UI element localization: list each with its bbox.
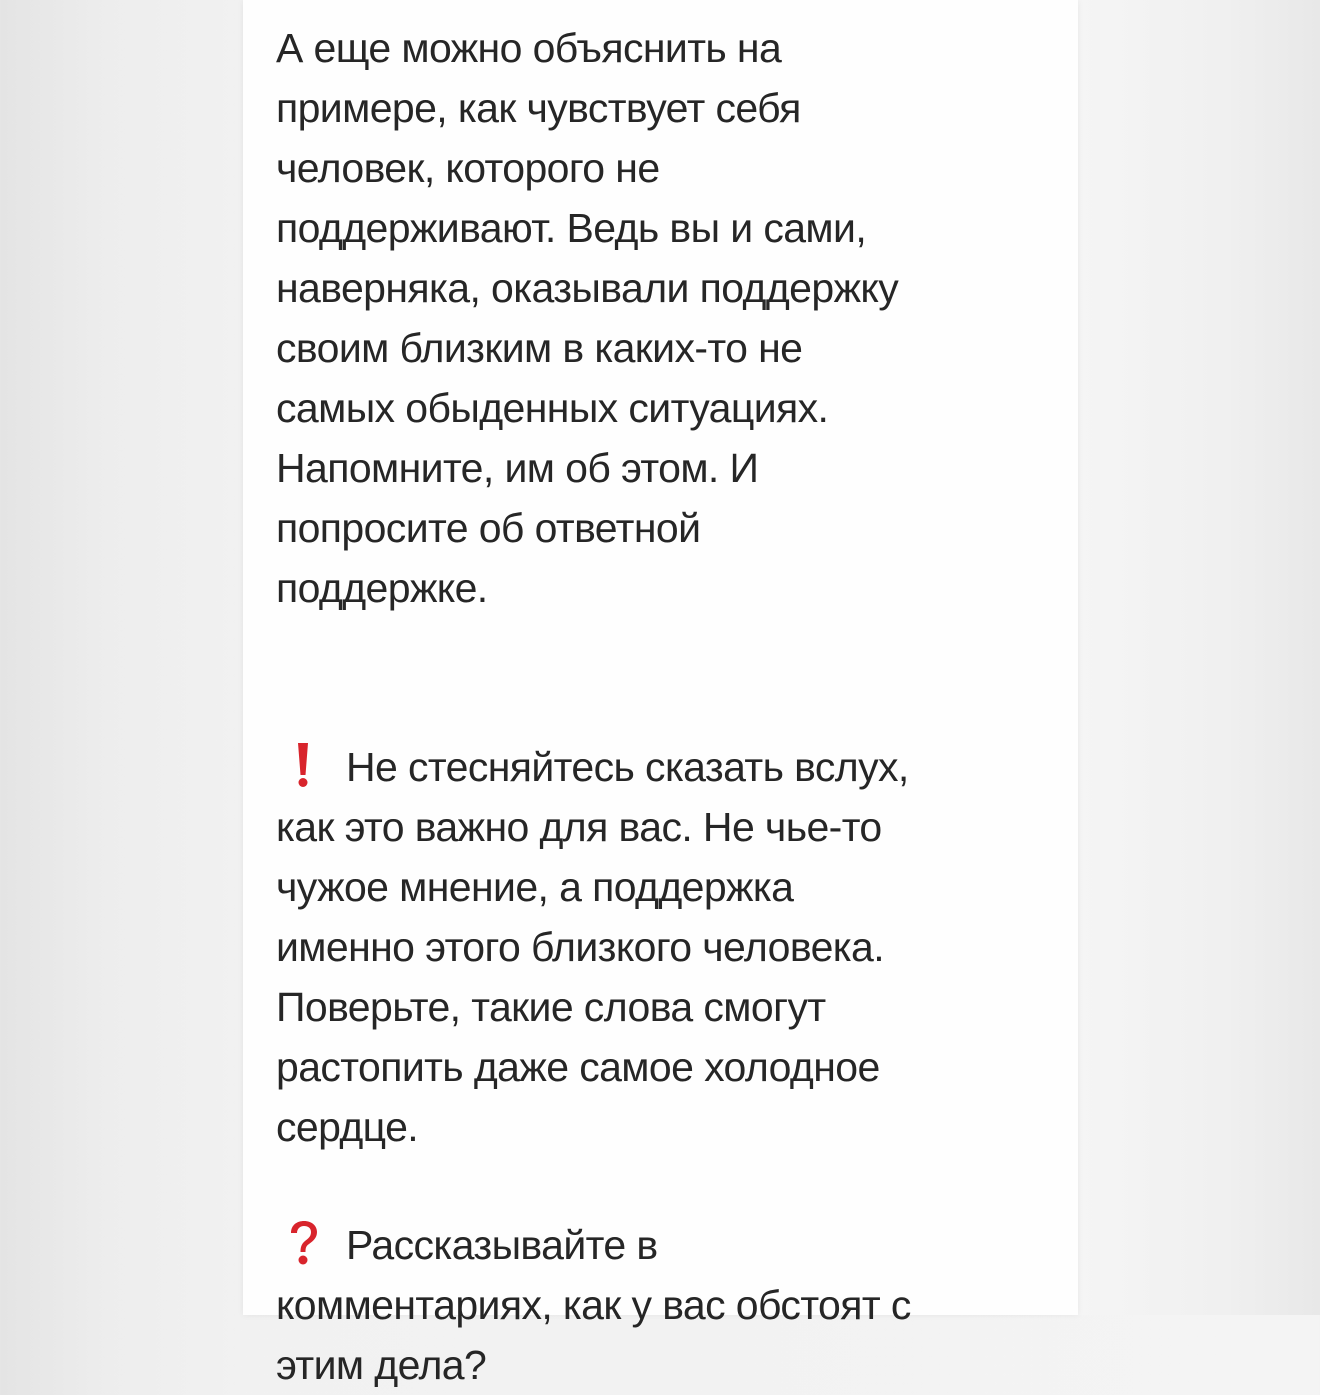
post-paragraph-3: [276, 1155, 1066, 1395]
paragraph-2-first-text: Не стесняйтесь сказать вслух,: [346, 744, 909, 790]
post-card: [243, 0, 1078, 1388]
paragraph-3-first-text: Рассказывайте в: [346, 1222, 658, 1268]
red-question-icon: [286, 1221, 322, 1265]
red-exclamation-icon: [286, 743, 322, 787]
paragraph-3-first-line: [276, 1215, 1066, 1275]
paragraph-2-first-line: [276, 737, 1066, 797]
paragraph-3-rest-text: комментариях, как у вас обстоят с этим дела?: [276, 1282, 911, 1388]
background-right: [1078, 0, 1320, 1315]
post-paragraph-2: [276, 677, 1066, 1157]
post-paragraph-1: А еще можно объяснить на примере, как чувствует себя человек, которого не поддерживают. Ведь вы и сами, наверняка, оказывали поддержку своим близким в каких-то не самых обыденных ситуациях. Напомните, им об этом. И попросите об ответной поддержке.: [276, 25, 899, 611]
paragraph-2-rest-text: как это важно для вас. Не чье-то чужое мнение, а поддержка именно этого близкого человека. Поверьте, такие слова смогут растопить даже самое холодное сердце.: [276, 804, 885, 1150]
